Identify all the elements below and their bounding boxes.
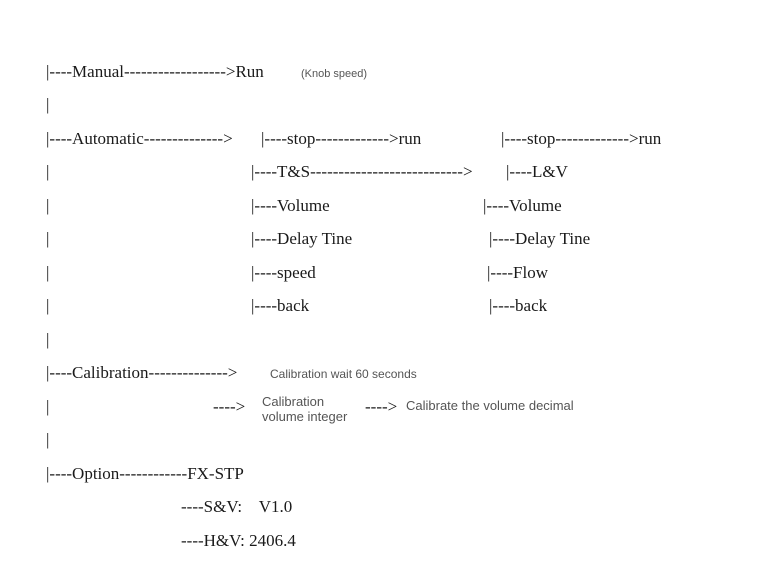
auto-right-volume: |----Volume [483,196,562,215]
auto-right-delay: |----Delay Tine [489,229,591,248]
auto-left-stop-run: |----stop------------->run [261,129,422,148]
calibration-arrow-1: ----> [213,397,246,416]
tree-connector: | [46,229,50,248]
tree-connector: | [46,162,50,181]
calibration-branch: |----Calibration--------------> [46,363,238,382]
tree-connector: | [46,196,50,215]
calibration-step-1-line-2: volume integer [262,409,348,424]
calibration-note: Calibration wait 60 seconds [270,367,417,381]
calibration-arrow-2: ----> [365,397,398,416]
option-branch: |----Option------------FX-STP [46,464,244,483]
tree-connector: | [46,397,50,416]
option-hardware-version: ----H&V: 2406.4 [181,531,296,550]
auto-right-lv: |----L&V [506,162,568,181]
auto-left-ts: |----T&S---------------------------> [251,162,473,181]
tree-connector: | [46,330,50,349]
manual-note: (Knob speed) [301,68,368,80]
manual-branch: |----Manual------------------>Run [46,62,264,81]
auto-right-back: |----back [489,296,548,315]
auto-left-delay: |----Delay Tine [251,229,353,248]
auto-left-volume: |----Volume [251,196,330,215]
auto-left-speed: |----speed [251,263,316,282]
tree-connector: | [46,296,50,315]
automatic-branch: |----Automatic--------------> [46,129,233,148]
option-software-version: ----S&V: V1.0 [181,497,293,516]
calibration-step-1-line-1: Calibration [262,394,325,409]
tree-connector: | [46,430,50,449]
auto-right-flow: |----Flow [487,263,549,282]
calibration-step-2: Calibrate the volume decimal [406,398,574,413]
tree-connector: | [46,263,50,282]
tree-connector: | [46,95,50,114]
auto-left-back: |----back [251,296,310,315]
auto-right-stop-run: |----stop------------->run [501,129,662,148]
